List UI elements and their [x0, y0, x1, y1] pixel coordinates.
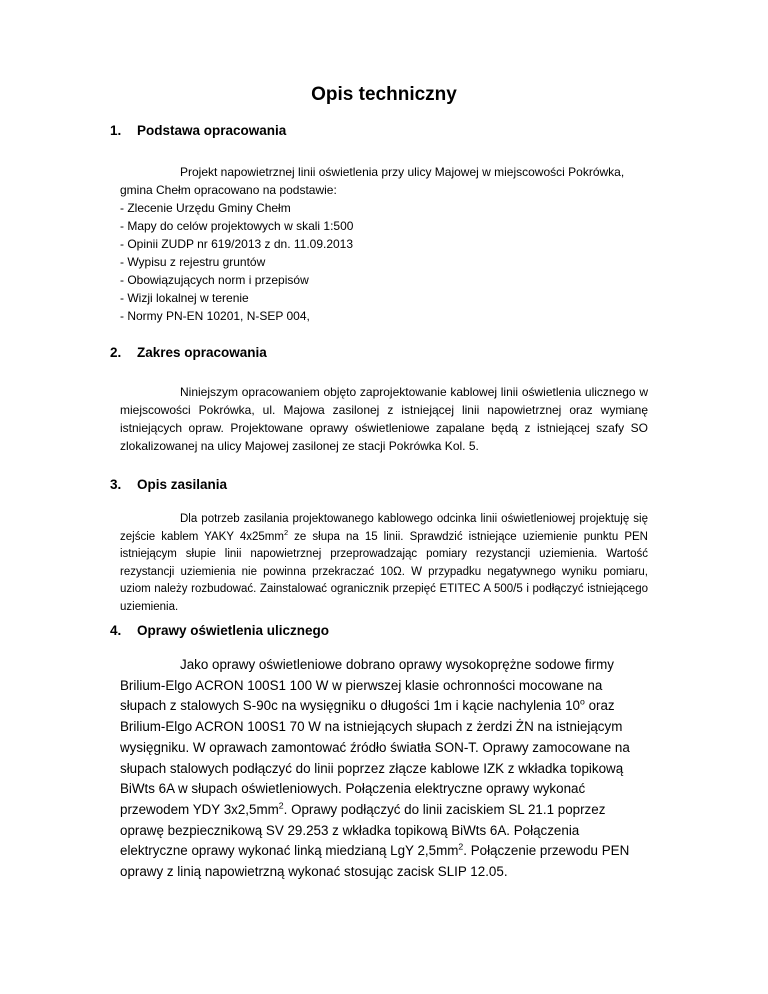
section-3-heading: [110, 477, 227, 492]
section-1-heading: [110, 123, 286, 138]
section-3-number: 3.: [110, 477, 122, 492]
document-title: Opis techniczny: [311, 84, 457, 105]
section-3-text: [120, 511, 648, 616]
section-4-text: [120, 655, 648, 883]
section-4-text-part: Jako oprawy oświetleniowe dobrano oprawy wysokoprężne sodowe firmy Brilium-Elgo ACRON 100S1 100 W w pierwszej klasie ochronności mocowane na słupach z stalowych S-90c na wysięgniku o długości 1m i kącie nachylenia 10: [120, 657, 614, 714]
section-4-heading: [110, 623, 329, 638]
section-1-title: Podstawa opracowania: [137, 123, 287, 138]
list-item: - Wizji lokalnej w terenie: [120, 291, 249, 305]
basis-list: [120, 199, 648, 325]
section-3-text-part: ze słupa na 15 linii. Sprawdzić istniejące uziemienie punktu PEN istniejącym słupie linii napowietrznej przeprowadzając pomiary rezystancji uziemienia. Wartość rezystancji uziemienia nie powinna przekraczać 10Ω. W przypadku negatywnego wyniku pomiaru, uziom należy rozbudować. Zainstalować ogranicznik przepięć ETITEC A 500/5 i podłączyć istniejącego uziemienia.: [120, 530, 648, 613]
section-2-text: Niniejszym opracowaniem objęto zaprojektowanie kablowej linii oświetlenia ulicznego w miejscowości Pokrówka, ul. Majowa zasilonej z istniejącej linii napowietrznej oraz wymianę istniejących opraw. Projektowane oprawy oświetleniowe zapalane będą z istniejącej szafy SO zlokalizowanej na ulicy Majowej zasilonej ze stacji Pokrówka Kol. 5.: [120, 385, 648, 453]
section-4-text-part: oraz Brilium-Elgo ACRON 100S1 70 W na istniejących słupach z żerdzi ŻN na istniejącym wysięgniku. W oprawach zamontować źródło światła SON-T. Oprawy zamocowane na słupach stalowych podłączyć do linii poprzez złącze kablowe IZK z wkładka topikową BiWts 6A w słupach oświetleniowych. Połączenia elektryczne oprawy wykonać przewodem YDY 3x2,5mm: [120, 698, 630, 817]
section-3-title: Opis zasilania: [137, 477, 228, 492]
list-item: - Opinii ZUDP nr 619/2013 z dn. 11.09.2013: [120, 237, 354, 251]
section-3-text-part: Dla potrzeb zasilania projektowanego kablowego odcinka linii oświetleniowej projektuję się zejście kablem YAKY 4x25mm: [120, 513, 648, 543]
superscript: o: [580, 696, 585, 707]
section-1-intro: Projekt napowietrznej linii oświetlenia przy ulicy Majowej w miejscowości Pokrówka, gmina Chełm opracowano na podstawie:: [120, 165, 625, 197]
section-4-text-part: . Oprawy podłączyć do linii zaciskiem SL 21.1 poprzez oprawę bezpiecznikową SV 29.253 z wkładka topikową BiWts 6A. Połączenia elektryczne oprawy wykonać linką miedzianą LgY 2,5mm: [120, 801, 606, 859]
list-item: - Obowiązujących norm i przepisów: [120, 273, 309, 287]
list-item: - Normy PN-EN 10201, N-SEP 004,: [120, 309, 310, 323]
superscript: 2: [283, 527, 289, 537]
section-2-heading: [110, 345, 267, 360]
section-1-number: 1.: [110, 123, 122, 138]
section-2-number: 2.: [110, 345, 122, 360]
superscript: 2: [278, 800, 284, 811]
section-4-text-part: . Połączenie przewodu PEN oprawy z linią napowietrzną wykonać stosując zacisk SLIP 12.05.: [120, 843, 630, 880]
section-4-number: 4.: [110, 623, 122, 638]
list-item: - Wypisu z rejestru gruntów: [120, 255, 266, 269]
list-item: - Zlecenie Urzędu Gminy Chełm: [120, 201, 291, 215]
section-2-title: Zakres opracowania: [137, 345, 267, 360]
section-4-title: Oprawy oświetlenia ulicznego: [137, 623, 330, 638]
superscript: 2: [458, 841, 464, 852]
list-item: - Mapy do celów projektowych w skali 1:500: [120, 219, 354, 233]
section-1-body: [120, 163, 648, 325]
